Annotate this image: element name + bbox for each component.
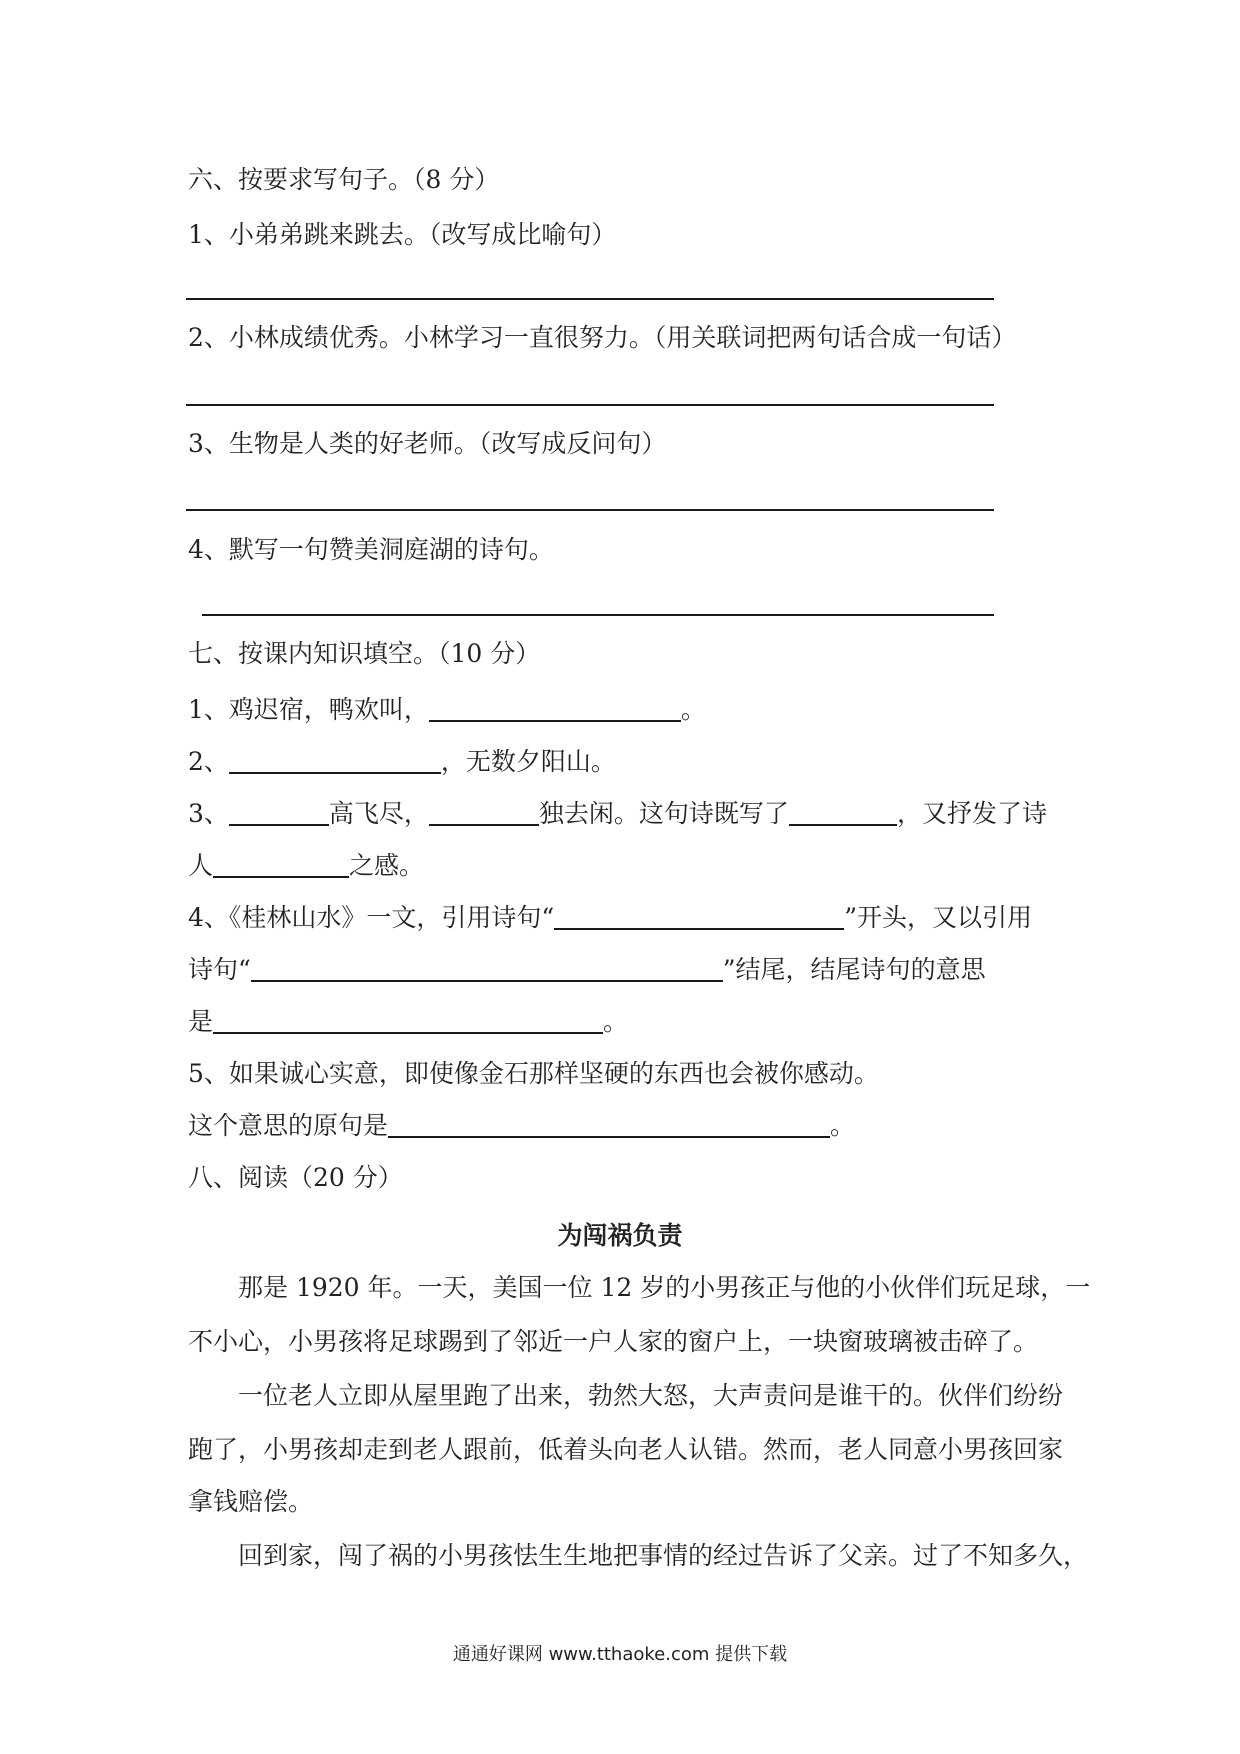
fill-blank-7-3b[interactable] [429,800,539,826]
q7-4-line3-prefix: 是 [188,1007,214,1036]
q7-2-suffix: ，无数夕阳山。 [440,747,616,776]
fill-blank-7-2[interactable] [229,748,441,774]
section-7-heading: 七、按课内知识填空。（10 分） [188,639,541,668]
q7-3-prefix: 3、 [188,799,229,828]
reading-paragraph-2-line-2: 跑了，小男孩却走到老人跟前，低着头向老人认错。然而，老人同意小男孩回家 [188,1435,1064,1464]
section-7-question-4-line-2 [188,954,986,986]
q7-4-line2-suffix: ”结尾，结尾诗句的意思 [722,955,986,984]
fill-blank-7-5[interactable] [388,1112,830,1138]
section-7-question-4 [188,902,1032,934]
section-7-question-1 [188,694,706,726]
section-8-heading: 八、阅读（20 分） [188,1163,403,1192]
page-footer: 通通好课网 www.tthaoke.com 提供下载 [452,1644,788,1665]
q7-5-line2-prefix: 这个意思的原句是 [188,1111,389,1140]
q7-1-prefix: 1、鸡迟宿，鸭欢叫， [188,695,429,724]
section-6-question-4: 4、默写一句赞美洞庭湖的诗句。 [188,535,554,564]
q7-3-text-a: 高飞尽， [328,799,429,828]
section-6-question-2: 2、小林成绩优秀。小林学习一直很努力。（用关联词把两句话合成一句话） [188,323,1017,352]
q7-3-line2-suffix: 之感。 [349,851,425,880]
section-7-question-2 [188,746,616,778]
fill-blank-7-3d[interactable] [213,852,349,878]
reading-paragraph-3-line-1: 回到家，闯了祸的小男孩怯生生地把事情的经过告诉了父亲。过了不知多久， [238,1541,1089,1570]
fill-blank-7-1[interactable] [429,696,681,722]
q7-4-prefix: 4、《桂林山水》一文，引用诗句“ [188,903,555,932]
reading-title: 为闯祸负责 [557,1221,683,1250]
section-7-question-4-line-3 [188,1006,628,1038]
q7-2-prefix: 2、 [188,747,229,776]
answer-line-6-3[interactable] [186,509,994,511]
section-6-question-1: 1、小弟弟跳来跳去。（改写成比喻句） [188,220,617,249]
q7-5-line2-suffix: 。 [830,1111,856,1140]
q7-3-text-c: ，又抒发了诗 [896,799,1047,828]
reading-paragraph-2-line-3: 拿钱赔偿。 [188,1487,314,1516]
fill-blank-7-3c[interactable] [789,800,897,826]
section-6-heading: 六、按要求写句子。（8 分） [188,165,500,194]
answer-line-6-1[interactable] [186,298,994,300]
q7-4-line3-suffix: 。 [603,1007,629,1036]
fill-blank-7-4b[interactable] [251,956,723,982]
q7-1-suffix: 。 [680,695,706,724]
reading-paragraph-2-line-1: 一位老人立即从屋里跑了出来，勃然大怒，大声责问是谁干的。伙伴们纷纷 [238,1381,1064,1410]
q7-4-line2-prefix: 诗句“ [188,955,251,984]
section-6-question-3: 3、生物是人类的好老师。（改写成反问句） [188,429,667,458]
q7-4-mid: ”开头，又以引用 [844,903,1032,932]
reading-paragraph-1-line-1: 那是 1920 年。一天，美国一位 12 岁的小男孩正与他的小伙伴们玩足球，一 [238,1273,1091,1302]
answer-line-6-2[interactable] [186,404,994,406]
section-7-question-5-line-2 [188,1110,855,1142]
q7-3-line2-prefix: 人 [188,851,214,880]
q7-3-text-b: 独去闲。这句诗既写了 [538,799,789,828]
fill-blank-7-4c[interactable] [213,1008,603,1034]
fill-blank-7-4a[interactable] [554,904,844,930]
section-7-question-3-line-2 [188,850,424,882]
answer-line-6-4[interactable] [202,614,994,616]
section-7-question-5: 5、如果诚心实意，即使像金石那样坚硬的东西也会被你感动。 [188,1059,879,1088]
reading-paragraph-1-line-2: 不小心，小男孩将足球踢到了邻近一户人家的窗户上，一块窗玻璃被击碎了。 [188,1327,1039,1356]
section-7-question-3 [188,798,1047,830]
fill-blank-7-3a[interactable] [229,800,329,826]
